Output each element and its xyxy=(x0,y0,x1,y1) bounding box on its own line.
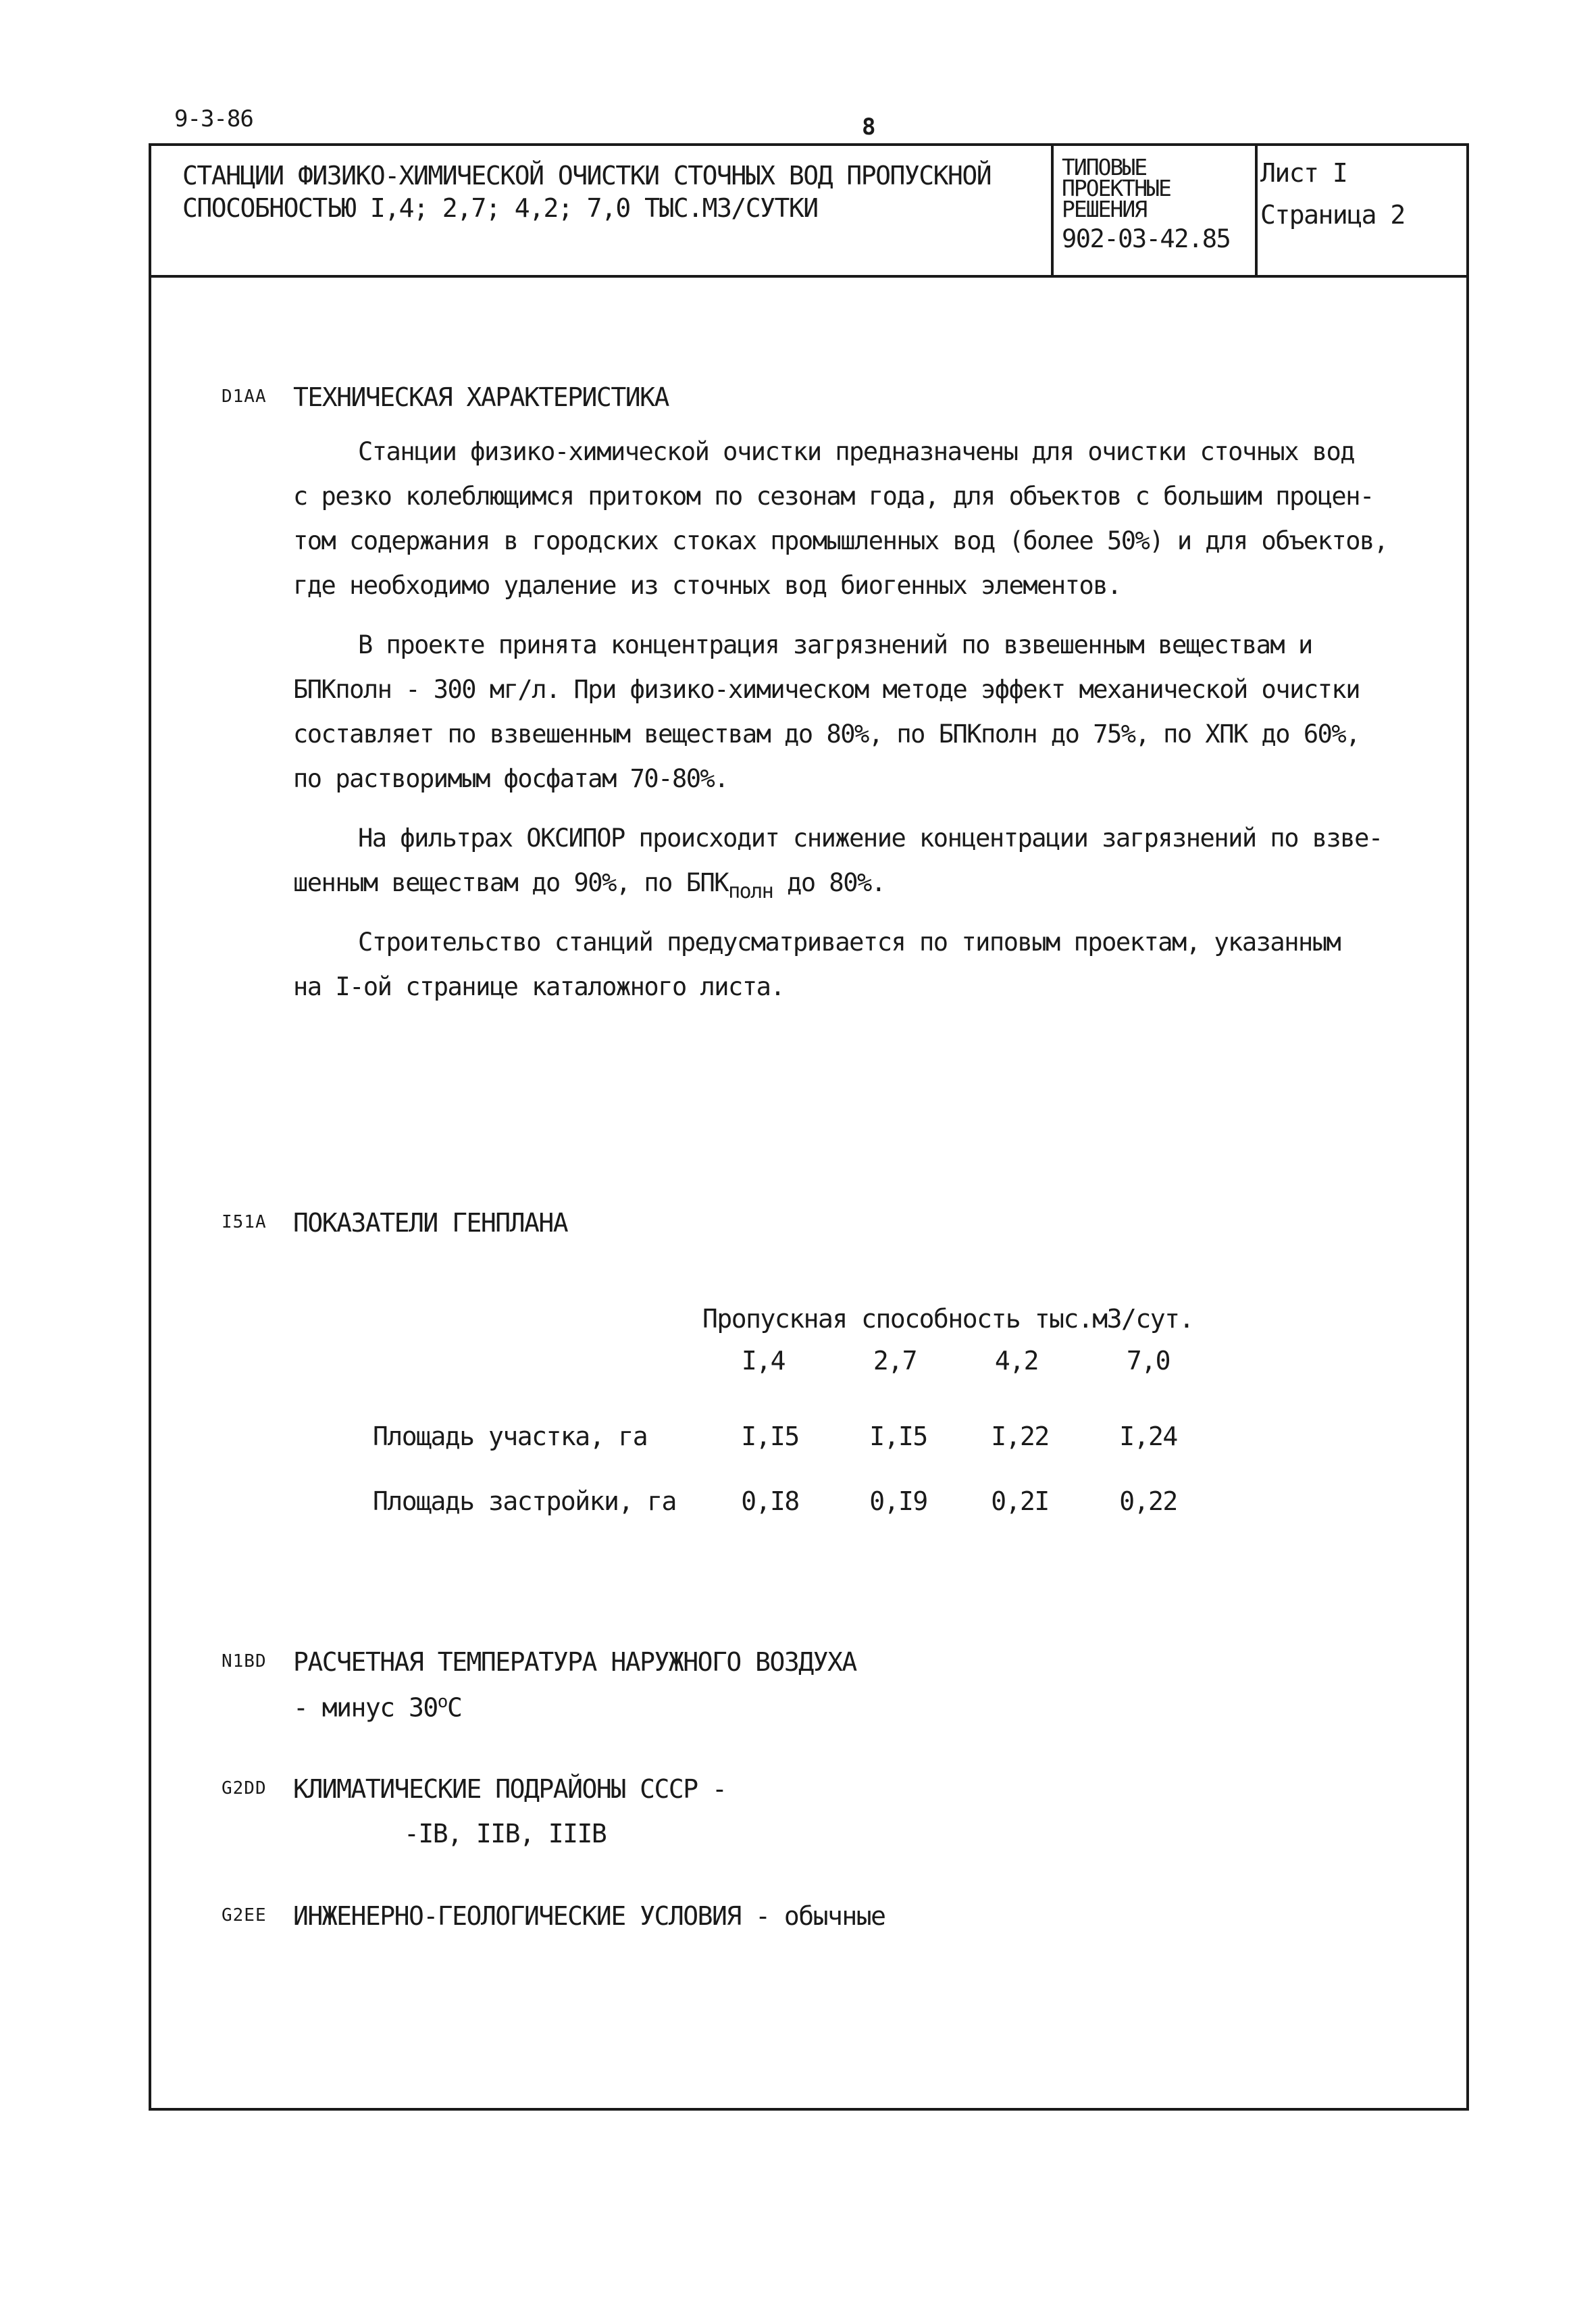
title-block-divider xyxy=(149,275,1469,278)
tech-paragraph-1-line-4: где необходимо удаление из сточных вод биогенных элементов. xyxy=(293,571,1121,600)
title-line-2: СПОСОБНОСТЬЮ I,4; 2,7; 4,2; 7,0 ТЫС.М3/СУТКИ xyxy=(182,193,818,223)
page-label: Страница 2 xyxy=(1260,200,1405,230)
tech-paragraph-1-line-1: Станции физико-химической очистки предназначены для очистки сточных вод xyxy=(358,437,1355,466)
degree-sign: o xyxy=(437,1692,447,1712)
column-header: I,4 xyxy=(741,1346,786,1376)
title-block-separator-1 xyxy=(1051,143,1054,276)
table-cell: 0,I9 xyxy=(869,1486,927,1516)
tech-paragraph-1-line-3: том содержания в городских стоках промышленных вод (более 50%) и для объектов, xyxy=(293,526,1388,555)
section-code-climate: G2DD xyxy=(222,1778,267,1799)
page-number: 8 xyxy=(862,114,875,141)
row-label-building-area: Площадь застройки, га xyxy=(373,1486,676,1516)
capacity-header: Пропускная способность тыс.м3/сут. xyxy=(702,1304,1193,1334)
tech-paragraph-4-line-1: Строительство станций предусматривается по типовым проектам, указанным xyxy=(358,928,1341,957)
section-title-tech: ТЕХНИЧЕСКАЯ ХАРАКТЕРИСТИКА xyxy=(293,382,669,412)
tech-paragraph-4-line-2: на I-ой странице каталожного листа. xyxy=(293,972,785,1001)
climate-value: -IB, IIB, IIIB xyxy=(404,1819,607,1848)
section-title-climate: КЛИМАТИЧЕСКИЕ ПОДРАЙОНЫ СССР - xyxy=(293,1774,727,1804)
title-block-separator-2 xyxy=(1255,143,1258,276)
section-code-genplan: I51A xyxy=(222,1212,267,1232)
column-header: 2,7 xyxy=(873,1346,917,1376)
column-header: 7,0 xyxy=(1126,1346,1170,1376)
table-cell: I,I5 xyxy=(741,1422,799,1451)
series-number: 902-03-42.85 xyxy=(1062,224,1231,253)
tech-paragraph-3-subscript: полн xyxy=(728,880,773,903)
sheet-label: Лист I xyxy=(1260,158,1347,188)
document-code: 9-3-86 xyxy=(174,105,253,132)
table-cell: I,22 xyxy=(991,1422,1049,1451)
tech-paragraph-3-line-2 xyxy=(293,861,885,914)
tech-paragraph-3-text-b: до 80%. xyxy=(773,868,885,897)
row-label-site-area: Площадь участка, га xyxy=(373,1422,648,1451)
tech-paragraph-1-line-2: с резко колеблющимся притоком по сезонам года, для объектов с большим процен- xyxy=(293,482,1374,511)
title-line-1: СТАНЦИИ ФИЗИКО-ХИМИЧЕСКОЙ ОЧИСТКИ СТОЧНЫХ ВОД ПРОПУСКНОЙ xyxy=(182,161,992,191)
series-line-1: ТИПОВЫЕ xyxy=(1062,154,1147,180)
tech-paragraph-2-line-2: БПКполн - 300 мг/л. При физико-химическом методе эффект механической очистки xyxy=(293,675,1360,704)
section-title-temp: РАСЧЕТНАЯ ТЕМПЕРАТУРА НАРУЖНОГО ВОЗДУХА xyxy=(293,1647,856,1677)
section-code-geo: G2EE xyxy=(222,1905,267,1926)
series-line-2: ПРОЕКТНЫЕ xyxy=(1062,175,1170,201)
series-label xyxy=(1062,154,1170,222)
section-code-tech: D1AA xyxy=(222,386,267,407)
section-title-geo: ИНЖЕНЕРНО-ГЕОЛОГИЧЕСКИЕ УСЛОВИЯ - обычные xyxy=(293,1901,885,1931)
tech-paragraph-3-line-1: На фильтрах ОКСИПОР происходит снижение концентрации загрязнений по взве- xyxy=(358,824,1383,853)
temperature-prefix: - минус 30 xyxy=(293,1692,438,1723)
column-header: 4,2 xyxy=(994,1346,1039,1376)
temperature-value xyxy=(293,1692,461,1723)
temperature-unit: C xyxy=(446,1692,462,1723)
table-cell: 0,2I xyxy=(991,1486,1049,1516)
table-cell: 0,I8 xyxy=(741,1486,799,1516)
table-cell: I,24 xyxy=(1119,1422,1177,1451)
table-cell: 0,22 xyxy=(1119,1486,1177,1516)
series-line-3: РЕШЕНИЯ xyxy=(1062,196,1147,222)
table-cell: I,I5 xyxy=(869,1422,927,1451)
tech-paragraph-2-line-4: по растворимым фосфатам 70-80%. xyxy=(293,764,729,793)
tech-paragraph-3-text-a: шенным веществам до 90%, по БПК xyxy=(293,868,729,897)
tech-paragraph-2-line-1: В проекте принята концентрация загрязнений по взвешенным веществам и xyxy=(358,630,1312,659)
section-title-genplan: ПОКАЗАТЕЛИ ГЕНПЛАНА xyxy=(293,1208,568,1238)
section-code-temp: N1BD xyxy=(222,1651,267,1671)
tech-paragraph-2-line-3: составляет по взвешенным веществам до 80%, по БПКполн до 75%, по ХПК до 60%, xyxy=(293,720,1360,749)
